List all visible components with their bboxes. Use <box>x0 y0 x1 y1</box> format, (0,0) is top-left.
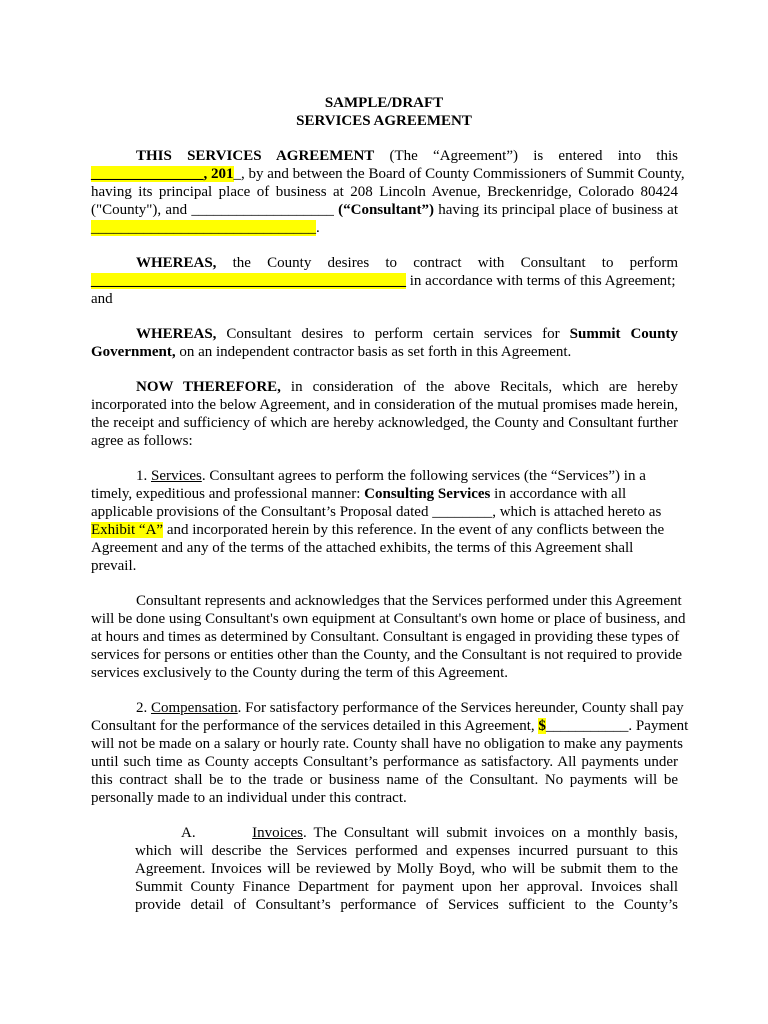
represents-line-3: at hours and times as determined by Consultant. Consultant is engaged in providing these types of <box>91 629 680 645</box>
invoices-subsection-line-3: Agreement. Invoices will be reviewed by Molly Boyd, who will be submit them to the <box>135 861 678 877</box>
compensation-section-line-2: Consultant for the performance of the services detailed in this Agreement, $___________. Payment <box>91 718 689 734</box>
whereas-1-line-1: WHEREAS, the County desires to contract with Consultant to perform <box>136 255 678 271</box>
services-section-line-6: prevail. <box>91 558 137 574</box>
services-heading: Services <box>151 468 202 484</box>
compensation-section-line-1: 2. Compensation. For satisfactory performance of the Services hereunder, County shall pay <box>136 700 684 716</box>
represents-line-1: Consultant represents and acknowledges that the Services performed under this Agreement <box>136 593 682 609</box>
now-therefore-line-2: incorporated into the below Agreement, and in consideration of the mutual promises made herein, <box>91 397 678 413</box>
represents-line-5: services exclusively to the County during the term of this Agreement. <box>91 665 508 681</box>
agreement-intro-line-1: THIS SERVICES AGREEMENT (The “Agreement”) is entered into this <box>136 148 678 164</box>
services-section-line-3: applicable provisions of the Consultant’s Proposal dated ________, which is attached hereto as <box>91 504 662 520</box>
services-section-line-5: Agreement and any of the terms of the attached exhibits, the terms of this Agreement shall <box>91 540 634 556</box>
document-title: SAMPLE/DRAFT <box>324 95 444 111</box>
whereas-2-line-2: Government, on an independent contractor basis as set forth in this Agreement. <box>91 344 572 360</box>
represents-line-2: will be done using Consultant's own equipment at Consultant's own home or place of business, and <box>91 611 686 627</box>
invoices-subsection-line-2: which will describe the Services performed and expenses incurred pursuant to this <box>135 843 678 859</box>
agreement-intro-line-5: ______________________________. <box>91 220 320 236</box>
now-therefore-line-1: NOW THEREFORE, in consideration of the above Recitals, which are hereby <box>136 379 678 395</box>
date-blank-highlight: _______________, 201 <box>91 166 234 182</box>
compensation-section-line-3: will not be made on a salary or hourly rate. County shall have no obligation to make any payments <box>91 736 683 752</box>
whereas-1-line-3: and <box>91 291 113 307</box>
services-section-line-1: 1. Services. Consultant agrees to perform the following services (the “Services”) in a <box>136 468 646 484</box>
invoices-subsection-line-4: Summit County Finance Department for payment upon her approval. Invoices shall <box>135 879 678 895</box>
compensation-section-line-4: until such time as County accepts Consultant’s performance as satisfactory. All payments under <box>91 754 678 770</box>
services-section-line-2: timely, expeditious and professional manner: Consulting Services in accordance with all <box>91 486 627 502</box>
invoices-subsection-line-1: A. Invoices. The Consultant will submit invoices on a monthly basis, <box>181 825 679 841</box>
address-blank-highlight: ______________________________ <box>91 220 316 236</box>
now-therefore-line-4: agree as follows: <box>91 433 193 449</box>
compensation-section-line-6: personally made to an individual under this contract. <box>91 790 407 806</box>
document-subtitle: SERVICES AGREEMENT <box>296 113 472 129</box>
services-section-line-4: Exhibit “A” and incorporated herein by this reference. In the event of any conflicts between the <box>91 522 665 538</box>
whereas-1-line-2: __________________________________________ in accordance with terms of this Agreement; <box>91 273 676 289</box>
invoices-heading: Invoices <box>252 825 303 841</box>
exhibit-a-highlight: Exhibit “A” <box>91 522 164 538</box>
compensation-section-line-5: this contract shall be to the trade or business name of the Consultant. No payments will be <box>91 772 678 788</box>
services-blank-highlight: __________________________________________ <box>91 273 406 289</box>
agreement-intro-line-3: having its principal place of business at 208 Lincoln Avenue, Breckenridge, Colorado 80424 <box>91 184 678 200</box>
whereas-2-line-1: WHEREAS, Consultant desires to perform certain services for Summit County <box>136 326 678 342</box>
agreement-intro-line-4: ("County"), and ___________________ (“Consultant”) having its principal place of business at <box>91 202 679 218</box>
represents-line-4: services for persons or entities other than the County, and the Consultant is not required to provide <box>91 647 682 663</box>
agreement-intro-line-2: _______________, 201_, by and between the Board of County Commissioners of Summit County, <box>91 166 685 182</box>
now-therefore-line-3: the receipt and sufficiency of which are hereby acknowledged, the County and Consultant further <box>91 415 678 431</box>
compensation-heading: Compensation <box>151 700 238 716</box>
payment-amount-highlight: $ <box>538 718 546 734</box>
invoices-subsection-line-5: provide detail of Consultant’s performance of Services sufficient to the County’s <box>135 897 678 913</box>
